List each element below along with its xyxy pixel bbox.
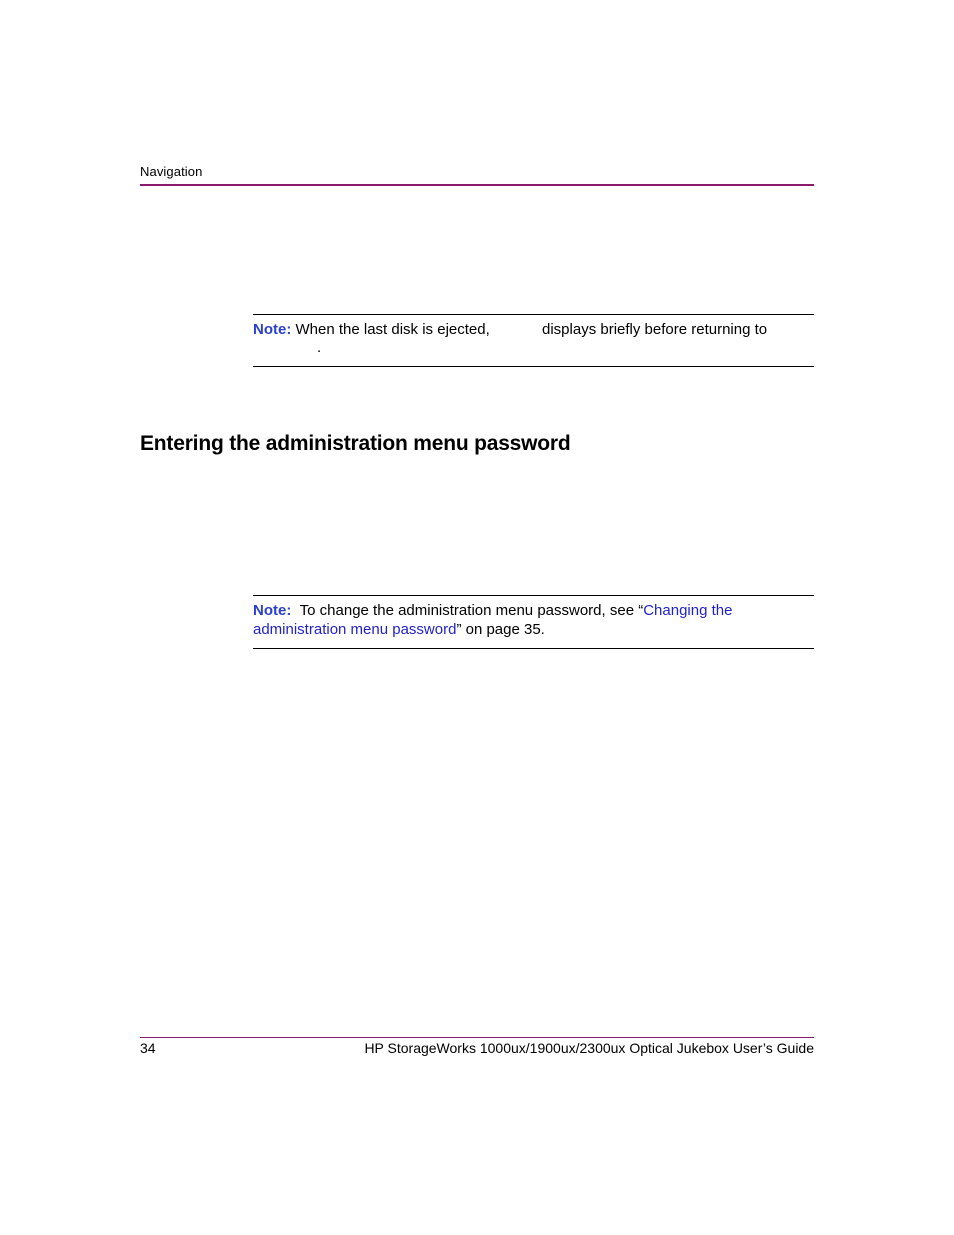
note-text-line <box>253 320 490 339</box>
note-text-after: ” on page 35. <box>456 621 545 638</box>
note-password <box>253 595 814 649</box>
note-trailing-period: . <box>317 339 322 356</box>
footer-rule <box>140 1037 814 1038</box>
cross-reference-link[interactable]: Changing the administration menu password <box>253 602 733 638</box>
document-title: HP StorageWorks 1000ux/1900ux/2300ux Optical Jukebox User’s Guide <box>364 1040 814 1056</box>
note-label: Note: <box>253 602 292 619</box>
section-heading: Entering the administration menu password <box>140 432 571 455</box>
note-text-before: To change the administration menu password, see “ <box>299 602 644 619</box>
note-text-before: When the last disk is ejected, <box>295 321 490 338</box>
page-number: 34 <box>140 1040 156 1056</box>
note-body <box>253 601 814 639</box>
note-text-after: displays briefly before returning to <box>542 321 768 338</box>
note-label: Note: <box>253 321 292 338</box>
note-ejected <box>253 314 814 367</box>
header-rule <box>140 184 814 186</box>
running-header: Navigation <box>140 164 203 179</box>
